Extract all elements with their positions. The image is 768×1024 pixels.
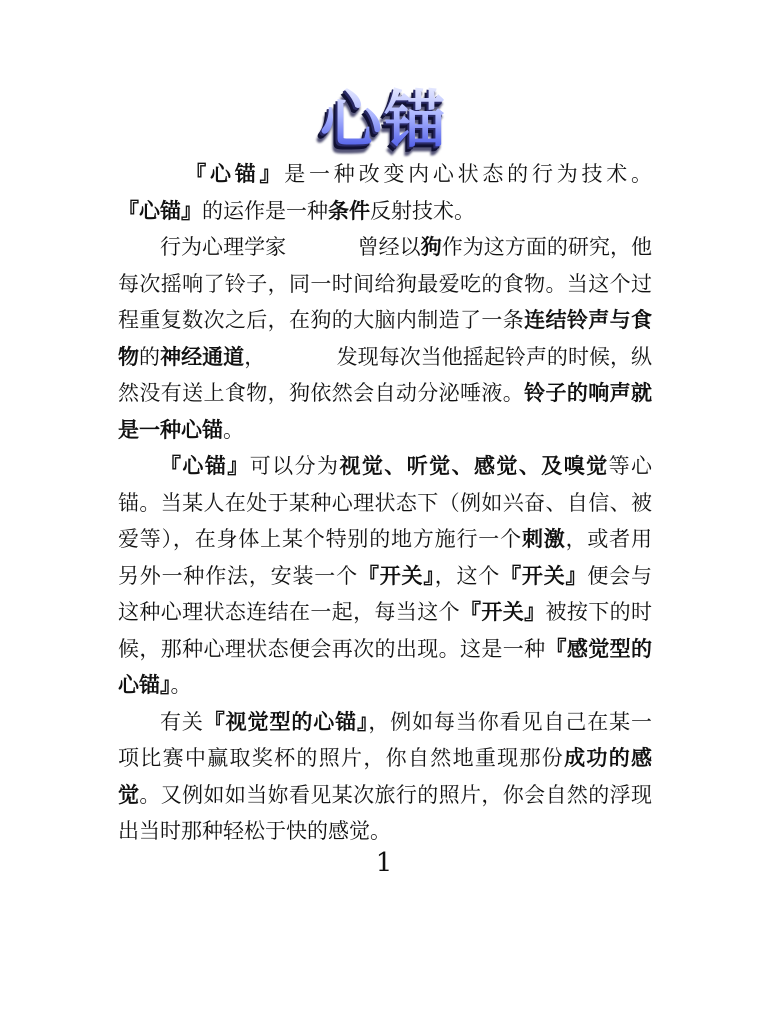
text-run: 条件 <box>328 197 370 223</box>
text-run: 神经通道 <box>160 343 245 369</box>
text-run: 。 <box>223 417 244 442</box>
text-run: 。又例如如当妳看见某次旅行的照片，你会自然的浮现出当时那种轻松于快的感觉。 <box>118 782 652 843</box>
paragraph-2 <box>118 229 652 448</box>
text-run: 狗 <box>420 234 442 259</box>
paragraph-1 <box>118 156 652 229</box>
text-run: ， <box>244 344 266 369</box>
text-run: 『心锚』 <box>185 161 285 186</box>
text-run: 反射技术。 <box>370 198 475 223</box>
document-title: 心锚 <box>0 80 768 160</box>
text-run: 『心锚』 <box>160 453 250 478</box>
text-run: 连结铃声与食物 <box>118 307 652 369</box>
text-run: 行为心理学家 <box>160 235 287 259</box>
paragraph-3 <box>118 448 652 704</box>
text-run: 曾经以 <box>357 235 421 259</box>
text-run: 『开关』 <box>357 562 435 588</box>
text-run: 。 <box>170 673 192 697</box>
text-run: 是一种改变内心状态的行为技术。 <box>284 162 653 186</box>
text-run: 视觉、听觉、感觉、及嗅觉 <box>339 453 609 478</box>
text-run: 发现每次当他摇起铃声的时候，纵然没有送上食物，狗依然会自动分泌唾液。 <box>118 344 653 405</box>
paragraph-4 <box>118 704 652 850</box>
text-run: 『开关』 <box>500 562 588 588</box>
document-body <box>118 156 652 850</box>
text-run: 的 <box>139 344 161 369</box>
text-run: 铃子的响声就是一种心锚 <box>118 380 652 442</box>
text-run: 作为这方面的研究，他每次摇响了铃子，同一时间给狗最爱吃的食物。当这个过程重复数次之后，在狗的大脑内制造了一条 <box>118 235 653 332</box>
text-run: 刺激 <box>521 526 566 551</box>
page-number: 1 <box>375 848 393 878</box>
text-run: 『视觉型的心锚』 <box>203 708 369 734</box>
text-run: 成功的感觉 <box>118 745 653 807</box>
text-run: ，或者用另外一种作法，安装一个 <box>118 527 652 588</box>
text-run: 便会与这种心理状态连结在一起，每当这个 <box>118 563 652 624</box>
text-run: 『开关』 <box>460 599 546 624</box>
text-run: ，这个 <box>434 563 501 588</box>
text-run: 等心锚。当某人在处于某种心理状态下（例如兴奋、自信、被爱等），在身体上某个特别的地方施行一个 <box>118 454 653 551</box>
text-run: 的运作是一种 <box>202 198 328 223</box>
text-run: ，例如每当你看见自己在某一项比赛中赢取奖杯的照片，你自然地重现那份 <box>118 709 653 770</box>
text-run: 被按下的时候，那种心理状态便会再次的出现。这是一种 <box>118 600 652 661</box>
text-run: 可以分为 <box>249 454 340 478</box>
text-run: 有关 <box>160 709 204 734</box>
text-run: 『感觉型的心锚』 <box>118 635 652 697</box>
text-run: 『心锚』 <box>118 197 202 223</box>
